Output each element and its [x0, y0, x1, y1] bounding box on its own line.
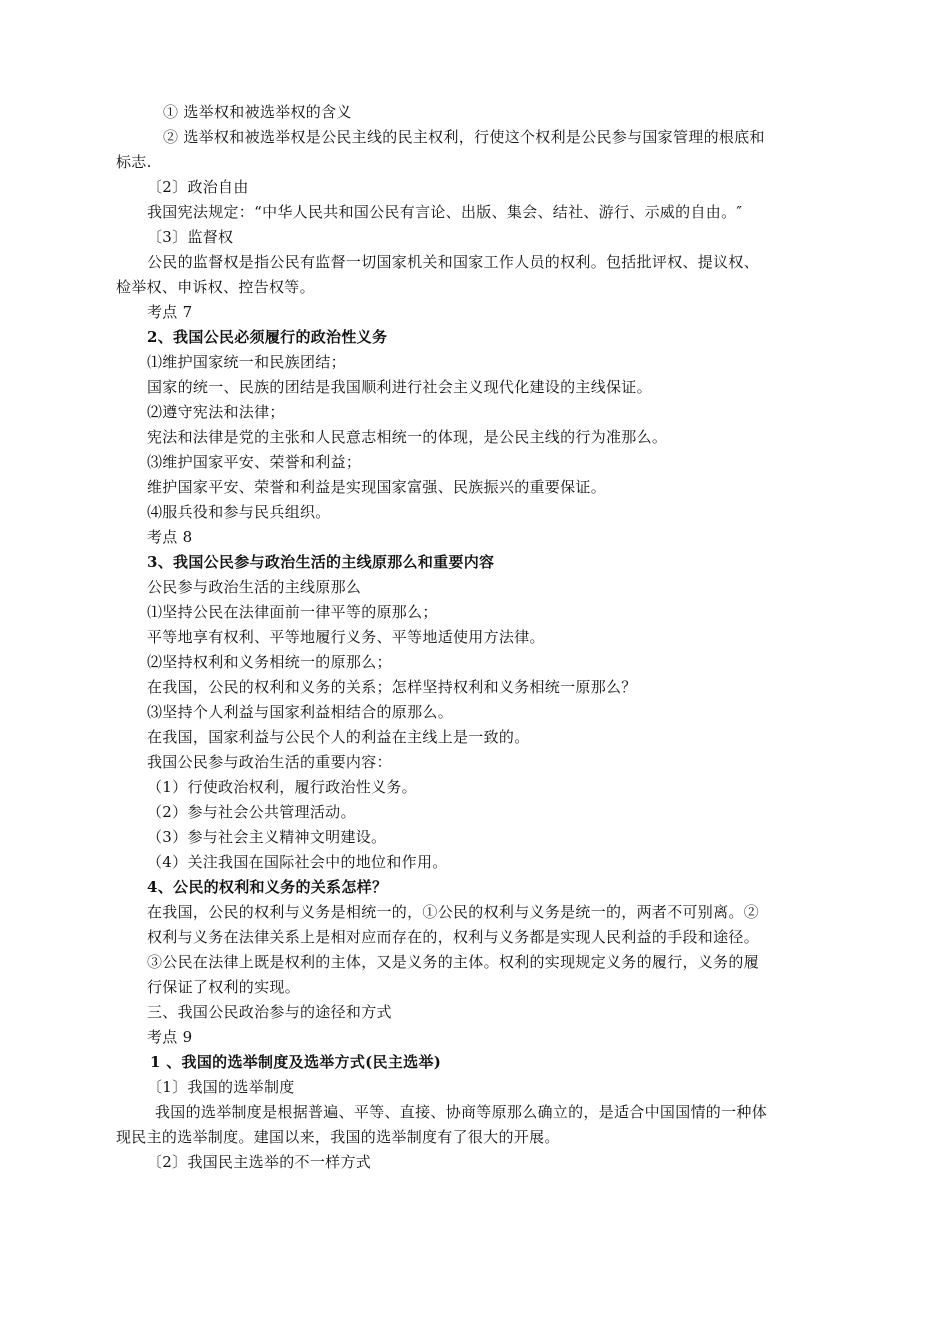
text-line: 宪法和法律是党的主张和人民意志相统一的体现，是公民主线的行为准那么。: [147, 428, 668, 446]
text-line: 标志.: [116, 153, 152, 171]
text-line: 我国宪法规定：“中华人民共和国公民有言论、出版、集会、结社、游行、示威的自由。″: [147, 203, 743, 221]
text-line: 〔2〕我国民主选举的不一样方式: [147, 1153, 372, 1171]
text-line: 权利与义务在法律关系上是相对应而存在的，权利与义务都是实现人民利益的手段和途径。: [147, 928, 760, 946]
text-line: 在我国，国家利益与公民个人的利益在主线上是一致的。: [147, 728, 530, 746]
section-label: 考点 8: [147, 528, 193, 546]
text-line: ⑵遵守宪法和法律；: [147, 403, 285, 421]
list-item: （1）行使政治权利，履行政治性义务。: [147, 778, 417, 796]
section-heading: 2、我国公民必须履行的政治性义务: [147, 328, 388, 346]
text-line: 〔1〕我国的选举制度: [147, 1078, 295, 1096]
text-line: 维护国家平安、荣誉和利益是实现国家富强、民族振兴的重要保证。: [147, 478, 607, 496]
text-line: ⑷服兵役和参与民兵组织。: [147, 503, 331, 521]
list-item: （3）参与社会主义精神文明建设。: [147, 828, 387, 846]
section-heading: 4、公民的权利和义务的关系怎样？: [147, 878, 388, 896]
text-line: 在我国，公民的权利与义务是相统一的，①公民的权利与义务是统一的，两者不可别离。②: [147, 903, 760, 921]
text-line: 〔2〕政治自由: [147, 178, 249, 196]
text-line: 现民主的选举制度。建国以来，我国的选举制度有了很大的开展。: [116, 1128, 560, 1146]
text-line: 平等地享有权利、平等地履行义务、平等地适使用方法律。: [147, 628, 545, 646]
section-heading: 3、我国公民参与政治生活的主线原那么和重要内容: [147, 553, 495, 571]
text-line: ⑴坚持公民在法律面前一律平等的原那么；: [147, 603, 438, 621]
list-item: （2）参与社会公共管理活动。: [147, 803, 356, 821]
text-line: ① 选举权和被选举权的含义: [163, 103, 352, 121]
text-line: 〔3〕监督权: [147, 228, 234, 246]
list-item: （4）关注我国在国际社会中的地位和作用。: [147, 853, 448, 871]
text-line: ⑴维护国家统一和民族团结；: [147, 353, 346, 371]
text-line: ⑶坚持个人利益与国家利益相结合的原那么。: [147, 703, 454, 721]
section-heading: 1 、我国的选举制度及选举方式(民主选举): [150, 1053, 442, 1071]
text-line: ⑵坚持权利和义务相统一的原那么；: [147, 653, 392, 671]
text-line: 公民的监督权是指公民有监督一切国家机关和国家工作人员的权利。包括批评权、提议权、: [147, 253, 760, 271]
text-line: 我国的选举制度是根据普遍、平等、直接、协商等原那么确立的，是适合中国国情的一种体: [155, 1103, 768, 1121]
text-line: 在我国，公民的权利和义务的关系；怎样坚持权利和义务相统一原那么？: [147, 678, 637, 696]
text-line: 我国公民参与政治生活的重要内容：: [147, 753, 392, 771]
chapter-heading: 三、我国公民政治参与的途径和方式: [147, 1003, 392, 1021]
text-line: 行保证了权利的实现。: [147, 978, 301, 996]
text-line: ⑶维护国家平安、荣誉和利益；: [147, 453, 362, 471]
text-line: ③公民在法律上既是权利的主体，又是义务的主体。权利的实现规定义务的履行，义务的履: [147, 953, 760, 971]
text-line: 国家的统一、民族的团结是我国顺利进行社会主义现代化建设的主线保证。: [147, 378, 652, 396]
section-label: 考点 9: [147, 1028, 193, 1046]
text-line: ② 选举权和被选举权是公民主线的民主权利，行使这个权利是公民参与国家管理的根底和: [163, 128, 765, 146]
section-label: 考点 7: [147, 303, 193, 321]
text-line: 检举权、申诉权、控告权等。: [116, 278, 315, 296]
text-line: 公民参与政治生活的主线原那么: [147, 578, 362, 596]
